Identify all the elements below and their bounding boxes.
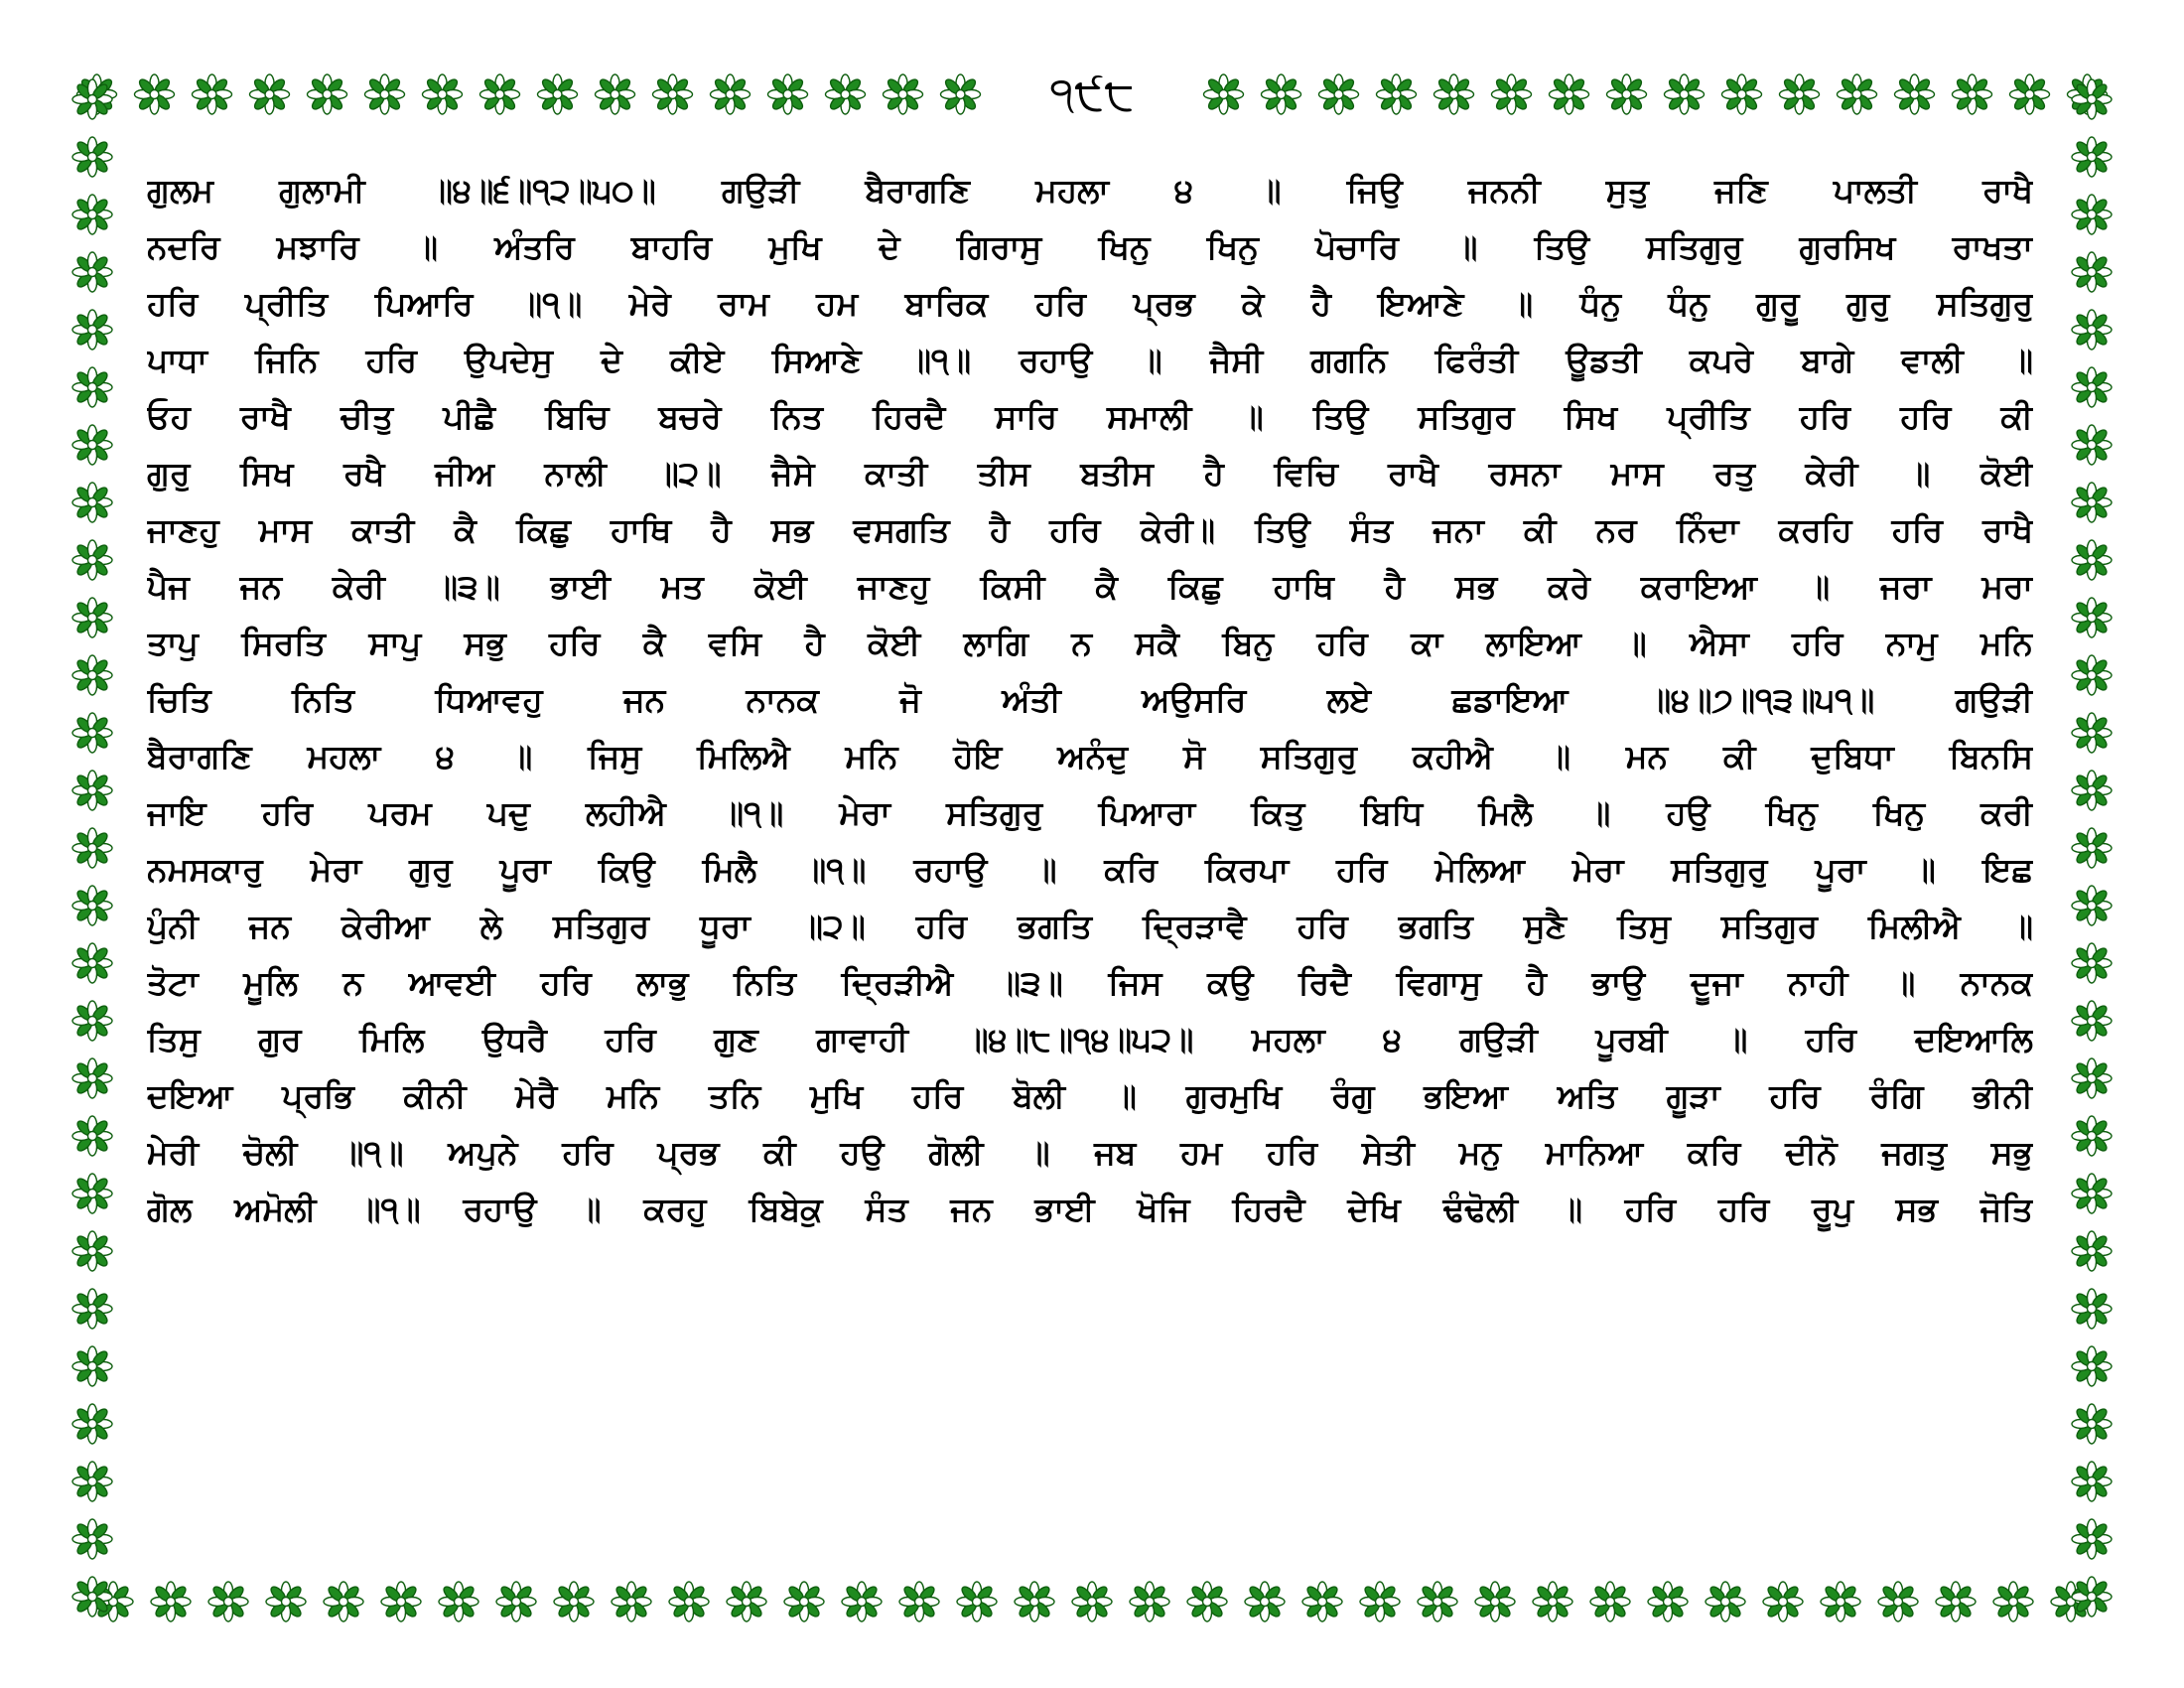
flower-ornament-icon [1648, 1582, 1688, 1621]
flower-ornament-icon [1533, 1582, 1572, 1621]
text-line: ਪੈਜ ਜਨ ਕੇਰੀ ॥੩॥ ਭਾਈ ਮਤ ਕੋਈ ਜਾਣਹੁ ਕਿਸੀ ਕੈ ਕਿਛੁ ਹਾਥਿ ਹੈ ਸਭ ਕਰੇ ਕਰਾਇਆ ॥ ਜਰਾ ਮਰਾ [147, 567, 2033, 606]
flower-ornament-icon [538, 74, 578, 114]
flower-ornament-icon [2072, 655, 2112, 695]
flower-ornament-icon [1936, 1582, 1976, 1621]
flower-ornament-icon [612, 1582, 651, 1621]
flower-ornament-icon [1607, 74, 1647, 114]
flower-ornament-icon [72, 1058, 112, 1098]
flower-ornament-icon [2010, 74, 2050, 114]
text-line: ਪੁੰਨੀ ਜਨ ਕੇਰੀਆ ਲੇ ਸਤਿਗੁਰ ਧੂਰਾ ॥੨॥ ਹਰਿ ਭਗਤਿ ਦ੍ਰਿੜਾਵੈ ਹਰਿ ਭਗਤਿ ਸੁਣੈ ਤਿਸੁ ਸਤਿਗੁਰ ਮਿਲੀਐ ॥ [147, 907, 2033, 945]
flower-ornament-icon [554, 1582, 594, 1621]
flower-ornament-icon [381, 1582, 421, 1621]
flower-ornament-icon [768, 74, 808, 114]
flower-ornament-icon [2072, 1174, 2112, 1213]
flower-ornament-icon [72, 1001, 112, 1041]
flower-ornament-icon [72, 771, 112, 810]
flower-ornament-icon [135, 74, 175, 114]
flower-ornament-icon [2072, 886, 2112, 925]
scripture-text-block [147, 162, 2033, 1237]
flower-ornament-icon [365, 74, 405, 114]
flower-ornament-icon [72, 1289, 112, 1329]
bottom-flower-border [60, 1569, 2124, 1634]
text-line: ਗੁਲਮ ਗੁਲਾਮੀ ॥੪॥੬॥੧੨॥੫੦॥ ਗਉੜੀ ਬੈਰਾਗਣਿ ਮਹਲਾ ੪ ॥ ਜਿਉ ਜਨਨੀ ਸੁਤੁ ਜਣਿ ਪਾਲਤੀ ਰਾਖੈ [147, 171, 2033, 210]
text-line: ਜਾਣਹੁ ਮਾਸ ਕਾਤੀ ਕੈ ਕਿਛੁ ਹਾਥਿ ਹੈ ਸਭ ਵਸਗਤਿ ਹੈ ਹਰਿ ਕੇਰੀ॥ ਤਿਉ ਸੰਤ ਜਨਾ ਕੀ ਨਰ ਨਿੰਦਾ ਕਰਹਿ ਹਰਿ ਰਾਖੈ [147, 510, 2033, 549]
flower-ornament-icon [72, 598, 112, 637]
flower-ornament-icon [250, 74, 290, 114]
flower-ornament-icon [669, 1582, 709, 1621]
flower-ornament-icon [1360, 1582, 1400, 1621]
flower-ornament-icon [653, 74, 693, 114]
text-line: ਹਰਿ ਪ੍ਰੀਤਿ ਪਿਆਰਿ ॥੧॥ ਮੇਰੇ ਰਾਮ ਹਮ ਬਾਰਿਕ ਹਰਿ ਪ੍ਰਭ ਕੇ ਹੈ ਇਆਣੇ ॥ ਧੰਨੁ ਧੰਨੁ ਗੁਰੂ ਗੁਰੁ ਸਤਿਗੁਰੁ [147, 284, 2033, 323]
flower-ornament-icon [2072, 1577, 2112, 1617]
flower-ornament-icon [2072, 771, 2112, 810]
flower-ornament-icon [884, 74, 923, 114]
flower-ornament-icon [1319, 74, 1359, 114]
page-number: ੧੯੮ [1049, 67, 1135, 120]
flower-ornament-icon [2072, 79, 2112, 119]
flower-ornament-icon [2072, 713, 2112, 753]
flower-ornament-icon [2072, 1519, 2112, 1559]
text-line: ਬੈਰਾਗਣਿ ਮਹਲਾ ੪ ॥ ਜਿਸੁ ਮਿਲਿਐ ਮਨਿ ਹੋਇ ਅਨੰਦੁ ਸੋ ਸਤਿਗੁਰੁ ਕਹੀਐ ॥ ਮਨ ਕੀ ਦੁਬਿਧਾ ਬਿਨਸਿ [147, 737, 2033, 775]
flower-ornament-icon [72, 828, 112, 868]
flower-ornament-icon [480, 74, 520, 114]
flower-ornament-icon [1878, 1582, 1918, 1621]
flower-ornament-icon [1434, 74, 1474, 114]
right-flower-border [2059, 62, 2124, 1634]
text-line: ਪਾਧਾ ਜਿਨਿ ਹਰਿ ਉਪਦੇਸੁ ਦੇ ਕੀਏ ਸਿਆਣੇ ॥੧॥ ਰਹਾਉ ॥ ਜੈਸੀ ਗਗਨਿ ਫਿਰੰਤੀ ਊਡਤੀ ਕਪਰੇ ਬਾਗੇ ਵਾਲੀ ॥ [147, 341, 2033, 379]
flower-ornament-icon [1072, 1582, 1112, 1621]
flower-ornament-icon [496, 1582, 536, 1621]
flower-ornament-icon [727, 1582, 766, 1621]
flower-ornament-icon [1377, 74, 1417, 114]
text-line: ਗੁਰੁ ਸਿਖ ਰਖੈ ਜੀਅ ਨਾਲੀ ॥੨॥ ਜੈਸੇ ਕਾਤੀ ਤੀਸ ਬਤੀਸ ਹੈ ਵਿਚਿ ਰਾਖੈ ਰਸਨਾ ਮਾਸ ਰਤੁ ਕੇਰੀ ॥ ਕੋਈ [147, 454, 2033, 492]
flower-ornament-icon [72, 367, 112, 407]
flower-ornament-icon [72, 886, 112, 925]
flower-ornament-icon [72, 425, 112, 465]
flower-ornament-icon [1706, 1582, 1745, 1621]
flower-ornament-icon [1015, 1582, 1054, 1621]
flower-ornament-icon [1130, 1582, 1169, 1621]
text-line: ਮੇਰੀ ਚੋਲੀ ॥੧॥ ਅਪੁਨੇ ਹਰਿ ਪ੍ਰਭ ਕੀ ਹਉ ਗੋਲੀ ॥ ਜਬ ਹਮ ਹਰਿ ਸੇਤੀ ਮਨੁ ਮਾਨਿਆ ਕਰਿ ਦੀਨੋ ਜਗਤੁ ਸਭੁ [147, 1133, 2033, 1172]
flower-ornament-icon [1590, 1582, 1630, 1621]
flower-ornament-icon [72, 713, 112, 753]
flower-ornament-icon [439, 1582, 478, 1621]
flower-ornament-icon [957, 1582, 997, 1621]
flower-ornament-icon [151, 1582, 191, 1621]
flower-ornament-icon [2072, 1116, 2112, 1156]
flower-ornament-icon [72, 1116, 112, 1156]
flower-ornament-icon [1780, 74, 1820, 114]
flower-border-svg [2059, 62, 2124, 1634]
flower-ornament-icon [1245, 1582, 1285, 1621]
flower-ornament-icon [1895, 74, 1935, 114]
flower-ornament-icon [1763, 1582, 1803, 1621]
flower-ornament-icon [784, 1582, 824, 1621]
flower-ornament-icon [1993, 1582, 2033, 1621]
flower-ornament-icon [324, 1582, 363, 1621]
flower-ornament-icon [899, 1582, 939, 1621]
flower-ornament-icon [2072, 1462, 2112, 1501]
flower-ornament-icon [1187, 1582, 1227, 1621]
text-line: ਗੋਲ ਅਮੋਲੀ ॥੧॥ ਰਹਾਉ ॥ ਕਰਹੁ ਬਿਬੇਕੁ ਸੰਤ ਜਨ ਭਾਈ ਖੋਜਿ ਹਿਰਦੈ ਦੇਖਿ ਢੰਢੋਲੀ ॥ ਹਰਿ ਹਰਿ ਰੂਪੁ ਸਭ ਜੋਤਿ [147, 1190, 2033, 1228]
flower-ornament-icon [193, 74, 232, 114]
flower-ornament-icon [72, 252, 112, 292]
flower-ornament-icon [72, 655, 112, 695]
flower-ornament-icon [2072, 1404, 2112, 1444]
flower-ornament-icon [2072, 252, 2112, 292]
flower-ornament-icon [826, 74, 866, 114]
flower-ornament-icon [2072, 425, 2112, 465]
flower-ornament-icon [941, 74, 981, 114]
text-line: ਓਹ ਰਾਖੈ ਚੀਤੁ ਪੀਛੈ ਬਿਚਿ ਬਚਰੇ ਨਿਤ ਹਿਰਦੈ ਸਾਰਿ ਸਮਾਲੀ ॥ ਤਿਉ ਸਤਿਗੁਰ ਸਿਖ ਪ੍ਰੀਤਿ ਹਰਿ ਹਰਿ ਕੀ [147, 397, 2033, 436]
flower-ornament-icon [72, 195, 112, 234]
flower-ornament-icon [2072, 1346, 2112, 1386]
flower-ornament-icon [2072, 1058, 2112, 1098]
flower-ornament-icon [1302, 1582, 1342, 1621]
flower-border-svg [60, 1569, 2124, 1634]
flower-ornament-icon [1838, 74, 1877, 114]
flower-ornament-icon [72, 1404, 112, 1444]
text-line: ਤੋਟਾ ਮੂਲਿ ਨ ਆਵਈ ਹਰਿ ਲਾਭੁ ਨਿਤਿ ਦ੍ਰਿੜੀਐ ॥੩॥ ਜਿਸ ਕਉ ਰਿਦੈ ਵਿਗਾਸੁ ਹੈ ਭਾਉ ਦੂਜਾ ਨਾਹੀ ॥ ਨਾਨਕ [147, 963, 2033, 1002]
flower-ornament-icon [1262, 74, 1301, 114]
flower-ornament-icon [711, 74, 751, 114]
flower-ornament-icon [1665, 74, 1705, 114]
top-left-flower-border [60, 62, 998, 127]
flower-ornament-icon [72, 540, 112, 580]
text-line: ਨਦਰਿ ਮਝਾਰਿ ॥ ਅੰਤਰਿ ਬਾਹਰਿ ਮੁਖਿ ਦੇ ਗਿਰਾਸੁ ਖਿਨੁ ਖਿਨੁ ਪੋਚਾਰਿ ॥ ਤਿਉ ਸਤਿਗੁਰੁ ਗੁਰਸਿਖ ਰਾਖਤਾ [147, 227, 2033, 266]
flower-ornament-icon [2072, 483, 2112, 522]
flower-ornament-icon [2072, 1001, 2112, 1041]
text-line: ਦਇਆ ਪ੍ਰਭਿ ਕੀਨੀ ਮੇਰੈ ਮਨਿ ਤਨਿ ਮੁਖਿ ਹਰਿ ਬੋਲੀ ॥ ਗੁਰਮੁਖਿ ਰੰਗੁ ਭਇਆ ਅਤਿ ਗੂੜਾ ਹਰਿ ਰੰਗਿ ਭੀਨੀ [147, 1076, 2033, 1115]
flower-ornament-icon [1492, 74, 1532, 114]
flower-ornament-icon [1204, 74, 1244, 114]
flower-ornament-icon [1550, 74, 1589, 114]
flower-ornament-icon [2072, 367, 2112, 407]
flower-ornament-icon [2072, 1231, 2112, 1271]
flower-ornament-icon [1418, 1582, 1457, 1621]
flower-ornament-icon [2072, 310, 2112, 350]
text-line: ਜਾਇ ਹਰਿ ਪਰਮ ਪਦੁ ਲਹੀਐ ॥੧॥ ਮੇਰਾ ਸਤਿਗੁਰੁ ਪਿਆਰਾ ਕਿਤੁ ਬਿਧਿ ਮਿਲੈ ॥ ਹਉ ਖਿਨੁ ਖਿਨੁ ਕਰੀ [147, 793, 2033, 832]
flower-ornament-icon [72, 483, 112, 522]
flower-ornament-icon [72, 1462, 112, 1501]
flower-ornament-icon [1475, 1582, 1515, 1621]
flower-ornament-icon [596, 74, 635, 114]
flower-ornament-icon [2072, 137, 2112, 177]
flower-ornament-icon [1821, 1582, 1860, 1621]
text-line: ਚਿਤਿ ਨਿਤਿ ਧਿਆਵਹੁ ਜਨ ਨਾਨਕ ਜੋ ਅੰਤੀ ਅਉਸਰਿ ਲਏ ਛਡਾਇਆ ॥੪॥੭॥੧੩॥੫੧॥ ਗਉੜੀ [147, 680, 2033, 719]
flower-ornament-icon [842, 1582, 882, 1621]
flower-ornament-icon [1953, 74, 1992, 114]
left-flower-border [60, 62, 125, 1634]
text-line: ਨਮਸਕਾਰੁ ਮੇਰਾ ਗੁਰੁ ਪੂਰਾ ਕਿਉ ਮਿਲੈ ॥੧॥ ਰਹਾਉ ॥ ਕਰਿ ਕਿਰਪਾ ਹਰਿ ਮੇਲਿਆ ਮੇਰਾ ਸਤਿਗੁਰੁ ਪੂਰਾ ॥ ਇਛ [147, 850, 2033, 889]
flower-ornament-icon [72, 310, 112, 350]
flower-border-svg [60, 62, 125, 1634]
flower-ornament-icon [423, 74, 463, 114]
flower-ornament-icon [208, 1582, 248, 1621]
flower-ornament-icon [2072, 828, 2112, 868]
text-line: ਤਿਸੁ ਗੁਰ ਮਿਲਿ ਉਧਰੈ ਹਰਿ ਗੁਣ ਗਾਵਾਹੀ ॥੪॥੮॥੧੪॥੫੨॥ ਮਹਲਾ ੪ ਗਉੜੀ ਪੂਰਬੀ ॥ ਹਰਿ ਦਇਆਲਿ [147, 1020, 2033, 1058]
flower-ornament-icon [72, 79, 112, 119]
flower-ornament-icon [266, 1582, 306, 1621]
flower-ornament-icon [2072, 598, 2112, 637]
flower-ornament-icon [72, 943, 112, 983]
flower-ornament-icon [72, 1577, 112, 1617]
flower-border-svg [60, 62, 998, 127]
flower-ornament-icon [1722, 74, 1762, 114]
text-line: ਤਾਪੁ ਸਿਰਤਿ ਸਾਪੁ ਸਭੁ ਹਰਿ ਕੈ ਵਸਿ ਹੈ ਕੋਈ ਲਾਗਿ ਨ ਸਕੈ ਬਿਨੁ ਹਰਿ ਕਾ ਲਾਇਆ ॥ ਐਸਾ ਹਰਿ ਨਾਮੁ ਮਨਿ [147, 624, 2033, 662]
flower-ornament-icon [2072, 943, 2112, 983]
flower-ornament-icon [72, 1346, 112, 1386]
flower-ornament-icon [72, 1231, 112, 1271]
flower-ornament-icon [72, 137, 112, 177]
top-right-flower-border [1186, 62, 2124, 127]
flower-ornament-icon [72, 1519, 112, 1559]
flower-ornament-icon [2072, 540, 2112, 580]
flower-ornament-icon [308, 74, 347, 114]
flower-ornament-icon [72, 1174, 112, 1213]
flower-ornament-icon [2072, 195, 2112, 234]
flower-ornament-icon [2072, 1289, 2112, 1329]
flower-border-svg [1186, 62, 2124, 127]
